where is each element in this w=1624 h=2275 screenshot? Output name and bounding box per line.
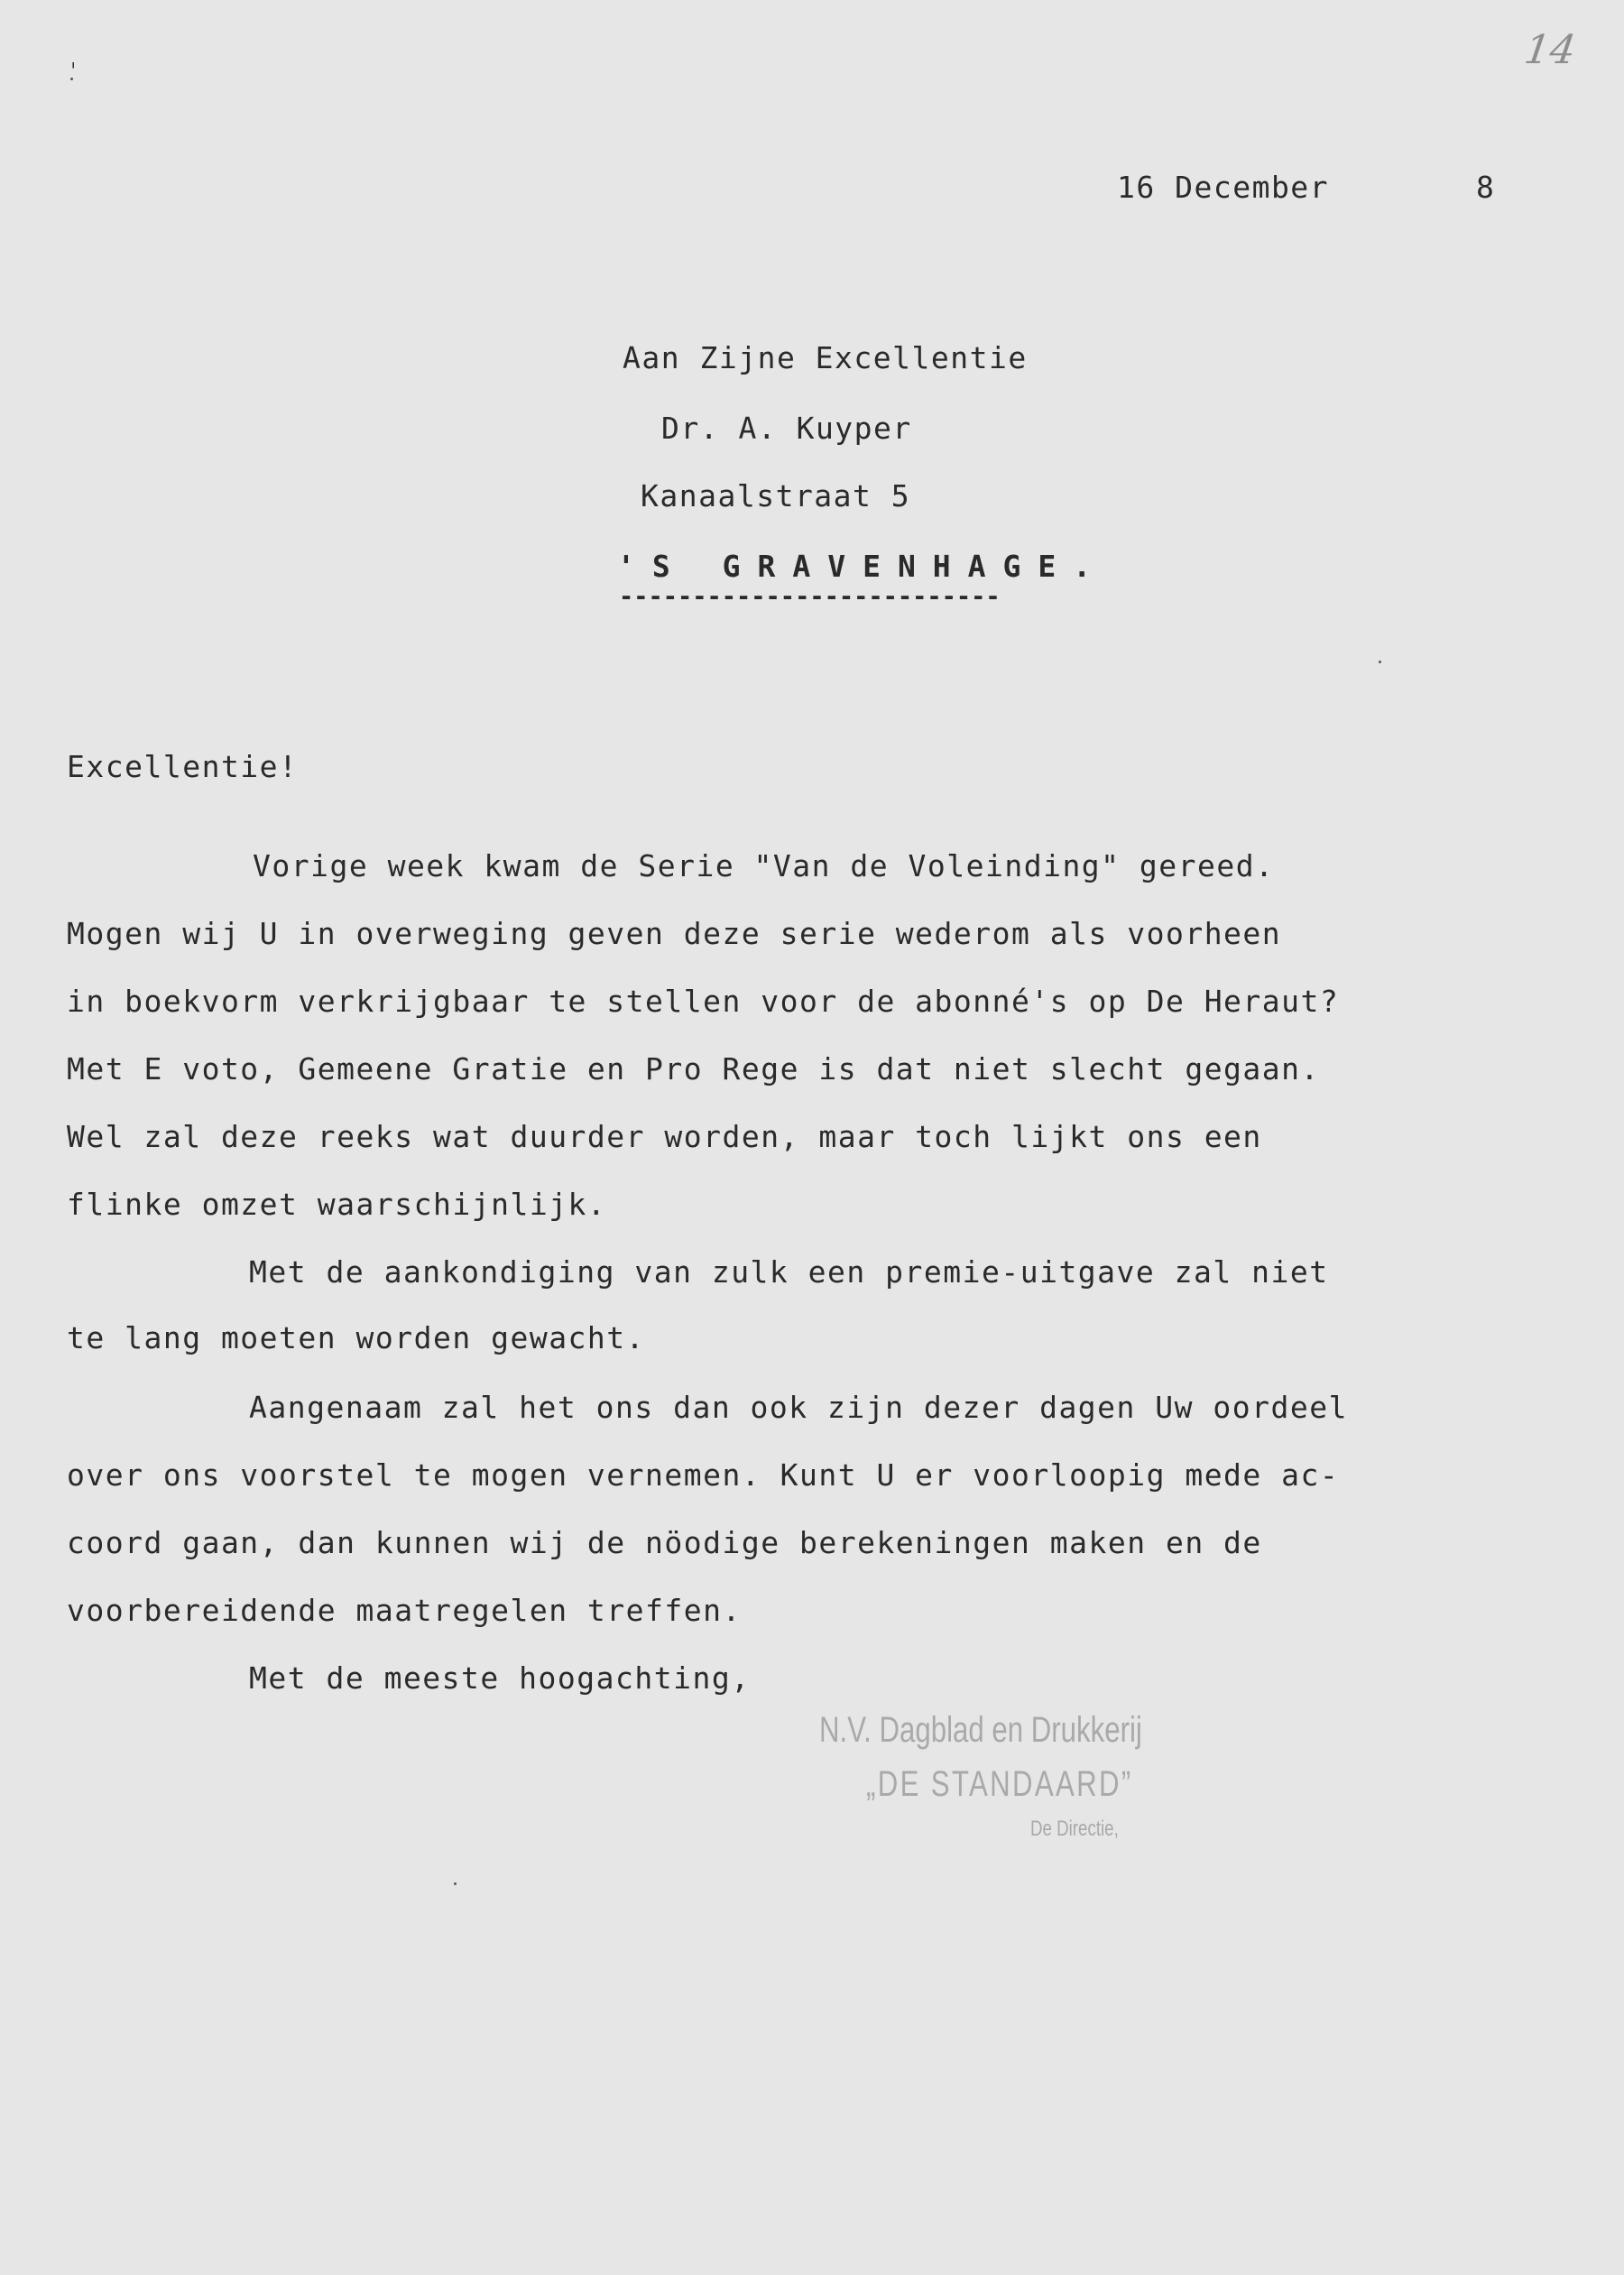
stamp-line-3: De Directie, — [1030, 1817, 1119, 1841]
body-line: voorbereidende maatregelen treffen. — [67, 1593, 742, 1628]
punch-mark: ˌ — [67, 45, 80, 70]
body-line: in boekvorm verkrijgbaar te stellen voor de abonné's op De Heraut? — [67, 984, 1340, 1019]
address-line-3: Kanaalstraat 5 — [641, 478, 911, 513]
address-line-2: Dr. A. Kuyper — [661, 411, 912, 446]
stamp-line-2: „DE STANDAARD” — [866, 1764, 1133, 1804]
date-day: 16 December — [1117, 170, 1330, 205]
address-city: 'S GRAVENHAGE. — [617, 549, 1109, 584]
page-number: 14 — [1521, 27, 1579, 73]
stamp-line-1: N.V. Dagblad en Drukkerij — [819, 1710, 1142, 1750]
body-line: Mogen wij U in overweging geven deze serie wederom als voorheen — [67, 916, 1282, 951]
address-line-1: Aan Zijne Excellentie — [623, 340, 1028, 375]
salutation: Excellentie! — [67, 749, 299, 784]
body-line: over ons voorstel te mogen vernemen. Kunt U er voorloopig mede ac- — [67, 1457, 1340, 1493]
punch-dot — [70, 78, 73, 80]
date-year: 8 — [1476, 170, 1496, 205]
closing: Met de meeste hoogachting, — [249, 1660, 751, 1696]
body-line: Vorige week kwam de Serie "Van de Voleinding" gereed. — [253, 848, 1275, 883]
body-line: Met E voto, Gemeene Gratie en Pro Rege is dat niet slecht gegaan. — [67, 1051, 1320, 1087]
address-underline: -------------------------- — [619, 583, 1001, 611]
body-line: Wel zal deze reeks wat duurder worden, maar toch lijkt ons een — [67, 1119, 1262, 1154]
body-line: flinke omzet waarschijnlijk. — [67, 1187, 607, 1222]
body-line: Met de aankondiging van zulk een premie-uitgave zal niet — [249, 1254, 1329, 1290]
paper-speck — [1379, 661, 1381, 663]
body-line: te lang moeten worden gewacht. — [67, 1320, 646, 1355]
paper-speck — [454, 1882, 457, 1885]
body-line: Aangenaam zal het ons dan ook zijn dezer dagen Uw oordeel — [249, 1390, 1348, 1425]
body-line: coord gaan, dan kunnen wij de nöodige berekeningen maken en de — [67, 1525, 1262, 1560]
